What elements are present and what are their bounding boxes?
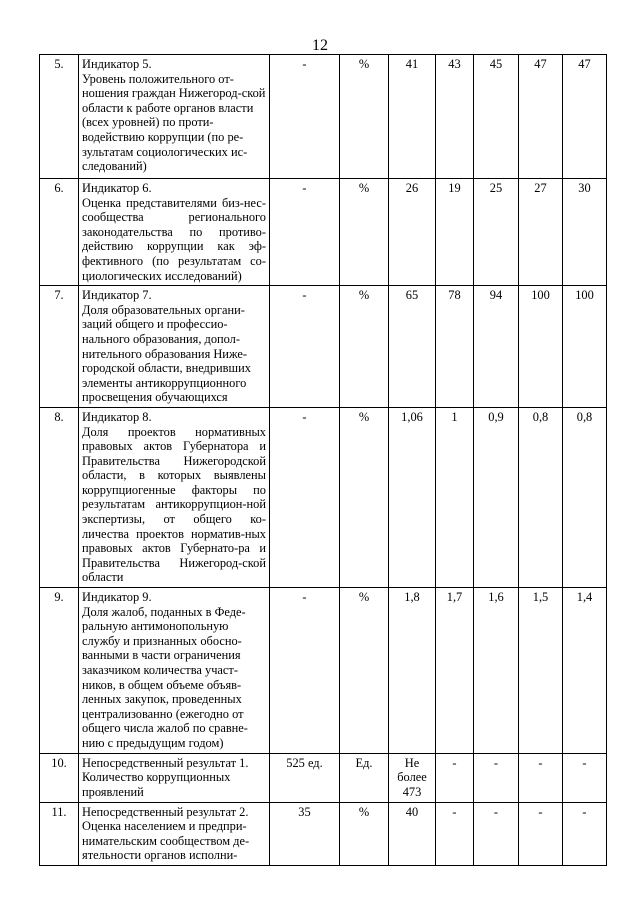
indicator-title: Индикатор 8.	[82, 409, 152, 424]
unit: %	[340, 179, 389, 286]
table-row	[40, 588, 607, 754]
indicator-description: Доля образовательных органи-заций общего и профессио-нального образования, допол-нительного образования Ниже-городской области, внедривших элементы антикоррупционного просвещения обучающихся	[82, 302, 251, 405]
row-number: 11.	[40, 802, 79, 865]
unit: %	[340, 407, 389, 587]
value-year-5: 0,8	[563, 407, 607, 587]
value-year-3: -	[474, 753, 519, 802]
value-year-3: 94	[474, 286, 519, 408]
value-year-4: 0,8	[519, 407, 563, 587]
indicator-cell	[79, 179, 270, 286]
table-row	[40, 407, 607, 587]
indicator-title: Индикатор 9.	[82, 590, 152, 605]
indicator-description: Доля проектов нормативных правовых актов Губернатора и Правительства Нижегородской области, в которых выявлены коррупциогенные факторы по результатам антикоррупцион-ной экспертизы, от общего ко-личества проектов норматив-ных правовых актов Губернато-ра и Правительства Нижегород-ской области	[82, 424, 266, 585]
indicator-title: Индикатор 5.	[82, 57, 152, 71]
value-year-2: 1	[436, 407, 474, 587]
table-row	[40, 802, 607, 865]
base-value: -	[270, 407, 340, 587]
base-value: -	[270, 55, 340, 179]
value-year-4: -	[519, 753, 563, 802]
value-year-4: 1,5	[519, 588, 563, 754]
value-year-5: -	[563, 753, 607, 802]
indicator-title: Индикатор 6.	[82, 181, 152, 195]
value-year-5: 30	[563, 179, 607, 286]
base-value: -	[270, 588, 340, 754]
table-row	[40, 286, 607, 408]
indicator-description: Оценка представителями биз-нес-сообщества регионального законодательства по противо-действию коррупции как эф-фективного (по результатам со-циологических исследований)	[82, 195, 266, 283]
value-year-1: 1,06	[389, 407, 436, 587]
value-year-5: 100	[563, 286, 607, 408]
indicator-cell	[79, 588, 270, 754]
unit: %	[340, 588, 389, 754]
value-year-1: 65	[389, 286, 436, 408]
base-value: 525 ед.	[270, 753, 340, 802]
base-value: -	[270, 286, 340, 408]
value-year-2: 43	[436, 55, 474, 179]
row-number: 7.	[40, 286, 79, 408]
value-year-2: 78	[436, 286, 474, 408]
value-year-3: 45	[474, 55, 519, 179]
value-year-2: -	[436, 802, 474, 865]
value-year-3: 0,9	[474, 407, 519, 587]
value-year-2: 19	[436, 179, 474, 286]
table-row	[40, 55, 607, 179]
indicator-title: Непосредственный результат 2.	[82, 804, 249, 819]
value-year-3: 25	[474, 179, 519, 286]
indicator-title: Непосредственный результат 1.	[82, 755, 249, 770]
value-year-1: Не более 473	[389, 753, 436, 802]
base-value: -	[270, 179, 340, 286]
indicator-title: Индикатор 7.	[82, 288, 152, 303]
row-number: 8.	[40, 407, 79, 587]
value-year-1: 40	[389, 802, 436, 865]
value-year-4: 47	[519, 55, 563, 179]
value-year-4: 100	[519, 286, 563, 408]
indicator-description: Уровень положительного от-ношения граждан Нижегород-ской области к работе органов власти (всех уровней) по проти-водействию коррупции (по ре-зультатам социологических ис-следований)	[82, 71, 266, 174]
indicators-table	[39, 54, 607, 866]
base-value: 35	[270, 802, 340, 865]
value-year-5: -	[563, 802, 607, 865]
indicator-description: Оценка населением и предпри-нимательским сообществом де-ятельности органов исполни-	[82, 819, 250, 863]
table-row	[40, 179, 607, 286]
indicator-cell	[79, 286, 270, 408]
indicator-cell	[79, 55, 270, 179]
unit: %	[340, 286, 389, 408]
indicator-cell	[79, 802, 270, 865]
indicator-cell	[79, 407, 270, 587]
value-year-1: 1,8	[389, 588, 436, 754]
value-year-1: 26	[389, 179, 436, 286]
value-year-2: -	[436, 753, 474, 802]
row-number: 10.	[40, 753, 79, 802]
indicator-description: Количество коррупционных проявлений	[82, 770, 231, 799]
value-year-3: 1,6	[474, 588, 519, 754]
row-number: 9.	[40, 588, 79, 754]
value-year-2: 1,7	[436, 588, 474, 754]
unit: %	[340, 55, 389, 179]
row-number: 6.	[40, 179, 79, 286]
value-year-5: 1,4	[563, 588, 607, 754]
unit: %	[340, 802, 389, 865]
unit: Ед.	[340, 753, 389, 802]
value-year-3: -	[474, 802, 519, 865]
indicator-description: Доля жалоб, поданных в Феде-ральную антимонопольную службу и признанных обосно-ванными в части ограничения заказчиком количества участ-ников, в общем объеме объяв-ленных закупок, проведенных централизованно (ежегодно от общего числа жалоб по сравне-нию с предыдущим годом)	[82, 604, 248, 750]
page-number: 12	[312, 37, 328, 54]
row-number: 5.	[40, 55, 79, 179]
value-year-5: 47	[563, 55, 607, 179]
value-year-4: 27	[519, 179, 563, 286]
value-year-4: -	[519, 802, 563, 865]
indicator-cell	[79, 753, 270, 802]
value-year-1: 41	[389, 55, 436, 179]
table-row	[40, 753, 607, 802]
